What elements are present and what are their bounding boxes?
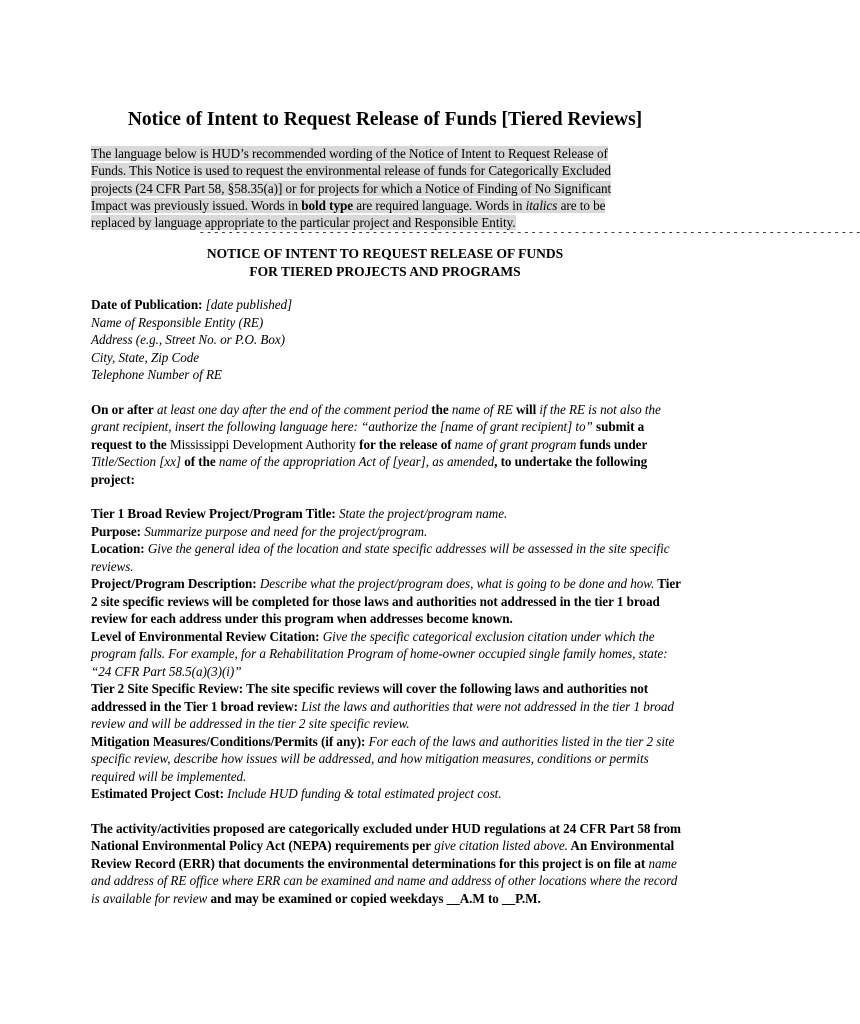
notice-heading (0, 245, 770, 280)
dashed-divider: - - - - - - - - - - - - - - - - - - - - - - - - - - - - - - - - - - - - - - - - - - - - - - - - - - - - - - - - - - - - - - - - - - - - - - - - - - - - - - - - - - - - - - - - - - - - (200, 226, 860, 238)
request-text: , to undertake the following project: (91, 454, 648, 487)
request-text: name of the appropriation Act of [year], as amended (215, 454, 495, 469)
exclusion-paragraph (91, 820, 681, 908)
review-citation-value: Give the specific categorical exclusion citation under which the program falls. For example, for a Rehabilitation Program of home-owner occupied single family homes, state: “24 CFR Part 58.5(a)(3)(i)” (91, 628, 668, 679)
re-phone-line: Telephone Number of RE (91, 367, 222, 382)
project-title-value: State the project/program name. (335, 506, 508, 521)
intro-italics-word: italics (525, 197, 558, 213)
description-bold-text: Tier 2 site specific reviews will be completed for those laws and authorities not addressed in the tier 1 broad review for each address under this program when addresses become known. (91, 576, 681, 626)
description-value: Describe what the project/program does, what is going to be done and how. (256, 576, 655, 591)
intro-text-2: are required language. Words in (353, 197, 526, 213)
location-label: Location: (91, 541, 145, 556)
request-text: will (515, 401, 537, 417)
tier2-review-line (91, 680, 681, 733)
exclusion-text: An Environmental Review Record (ERR) that documents the environmental determinations for this project is on file at (91, 838, 675, 871)
request-text: Mississippi Development Authority (166, 436, 360, 452)
location-value: Give the general idea of the location and state specific addresses will be assessed in the site specific reviews. (91, 541, 670, 574)
intro-highlight (91, 146, 611, 230)
project-details (91, 505, 681, 803)
intro-paragraph (91, 145, 645, 231)
estimated-cost-line (91, 785, 681, 803)
exclusion-text: and may be examined or copied weekdays __A.M to __P.M. (207, 890, 541, 906)
publication-date-label: Date of Publication: (91, 297, 203, 312)
project-title-line (91, 505, 681, 523)
request-text: the (431, 401, 449, 417)
exclusion-text: The activity/activities proposed are categorically excluded under HUD regulations at 24 CFR Part 58 from National Environmental Policy Act (NEPA) requirements per (91, 820, 681, 853)
request-text: for the release of (359, 436, 452, 452)
re-address-line: Address (e.g., Street No. or P.O. Box) (91, 332, 285, 347)
request-text: name of grant program (451, 436, 580, 452)
request-text: if the RE is not also the grant recipient, insert the following language here: “authorize the [name of grant recipient] to” (91, 401, 661, 434)
notice-heading-line-1: NOTICE OF INTENT TO REQUEST RELEASE OF FUNDS (206, 246, 564, 261)
publication-date-value: [date published] (202, 297, 293, 312)
request-text: submit a request to the (91, 419, 645, 452)
description-label: Project/Program Description: (91, 576, 257, 591)
exclusion-text: give citation listed above. (431, 838, 568, 853)
publication-block (91, 296, 681, 384)
intro-text-3: are to be replaced by language appropriate to the particular project and Responsible Entity. (91, 197, 606, 231)
intro-text-1: The language below is HUD’s recommended wording of the Notice of Intent to Request Release of Funds. This Notice is used to request the environmental release of funds for Categorically Excluded projects (24 CFR Part 58, §58.35(a)] or for projects for which a Notice of Finding of No Significant Impact was previously issued. Words in (91, 146, 612, 213)
page-title: Notice of Intent to Request Release of Funds [Tiered Reviews] (127, 109, 643, 130)
request-text: of the (184, 454, 216, 469)
re-city-line: City, State, Zip Code (91, 349, 200, 365)
review-citation-line (91, 628, 681, 681)
purpose-label: Purpose: (91, 523, 141, 539)
request-text: On or after (91, 401, 154, 417)
review-citation-label: Level of Environmental Review Citation: (91, 628, 320, 644)
request-paragraph (91, 401, 681, 489)
request-text: name of RE (448, 401, 516, 417)
tier2-review-label: Tier 2 Site Specific Review: The site specific reviews will cover the following laws and authorities not addressed in the Tier 1 broad review: (91, 681, 649, 714)
description-line (91, 575, 681, 628)
mitigation-line (91, 733, 681, 786)
intro-bold-word: bold type (301, 197, 354, 213)
mitigation-value: For each of the laws and authorities listed in the tier 2 site specific review, describe how issues will be addressed, and how mitigation measures, conditions or permits required will be implemented. (91, 733, 675, 784)
request-text: Title/Section [xx] (91, 454, 185, 469)
exclusion-text: name and address of RE office where ERR can be examined and name and address of other locations where the record is available for review (91, 855, 678, 906)
re-name-line: Name of Responsible Entity (RE) (91, 314, 264, 330)
project-title-label: Tier 1 Broad Review Project/Program Title: (91, 506, 336, 521)
request-text: funds under (579, 436, 648, 452)
purpose-line (91, 523, 681, 541)
publication-date-line (91, 296, 681, 314)
estimated-cost-label: Estimated Project Cost: (91, 786, 224, 801)
mitigation-label: Mitigation Measures/Conditions/Permits (if any): (91, 733, 366, 749)
tier2-review-value: List the laws and authorities that were not addressed in the tier 1 broad review and will be addressed in the tier 2 site specific review. (91, 698, 674, 731)
notice-body (91, 296, 681, 907)
request-text: at least one day after the end of the comment period (153, 401, 432, 417)
purpose-value: Summarize purpose and need for the project/program. (140, 523, 428, 539)
estimated-cost-value: Include HUD funding & total estimated project cost. (223, 786, 502, 801)
location-line (91, 540, 681, 575)
notice-heading-line-2: FOR TIERED PROJECTS AND PROGRAMS (249, 263, 521, 279)
